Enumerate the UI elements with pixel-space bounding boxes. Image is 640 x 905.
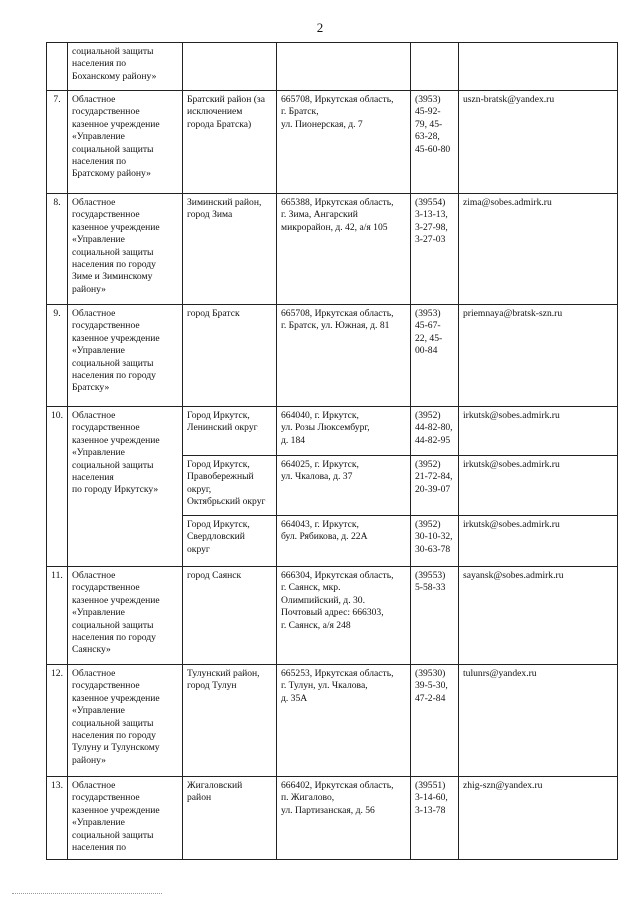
phone-line: 3-27-98, [415, 221, 448, 233]
territory-line: город Зима [187, 209, 233, 221]
organization-name-line: населения по [72, 842, 127, 854]
organization-name-line: социальной защиты [72, 829, 154, 841]
territory [183, 456, 277, 516]
phone-line: 3-14-60, [415, 792, 448, 804]
address-line: микрорайон, д. 42, а/я 105 [281, 221, 388, 233]
organization-name-line: району» [72, 283, 106, 295]
organization-name-line: социальной защиты [72, 717, 154, 729]
organization-name-line: населения [72, 472, 114, 484]
email: zima@sobes.admirk.ru [459, 194, 618, 305]
organization-name-line: казенное учреждение [72, 434, 160, 446]
phone-line: (39530) [415, 668, 446, 679]
organization-name-line: государственное [72, 792, 140, 804]
phone-line: 44-82-80, [415, 422, 453, 434]
organization-name-line: социальной защиты [72, 357, 154, 369]
address-line: г. Тулун, ул. Чкалова, [281, 680, 368, 692]
phone-line: (39554) [415, 197, 446, 208]
territory-line: город Саянск [187, 570, 242, 581]
phone-line: 39-5-30, [415, 680, 448, 692]
phone [411, 305, 459, 407]
table-row [47, 305, 618, 407]
phone-line: 00-84 [415, 345, 438, 357]
organization-name-line: государственное [72, 320, 140, 332]
territory [183, 91, 277, 194]
institutions-table [46, 42, 618, 860]
phone [411, 456, 459, 516]
organization-name-line: «Управление [72, 705, 125, 717]
phone-line: 3-13-78 [415, 804, 446, 816]
organization-name [68, 665, 183, 777]
table-body [47, 43, 618, 860]
organization-name-line: населения по [72, 58, 127, 70]
territory-line: Город Иркутск, [187, 459, 250, 470]
territory [183, 665, 277, 777]
phone-line: (39553) [415, 570, 446, 581]
row-number [47, 43, 68, 91]
organization-name-line: «Управление [72, 607, 125, 619]
email: uszn-bratsk@yandex.ru [459, 91, 618, 194]
organization-name [68, 194, 183, 305]
territory-line: Город Иркутск, [187, 410, 250, 421]
territory [183, 407, 277, 456]
organization-name-line: государственное [72, 106, 140, 118]
organization-name-line: населения по городу [72, 259, 156, 271]
address-line: ул. Пионерская, д. 7 [281, 118, 363, 130]
address [277, 43, 411, 91]
address-line: 665253, Иркутская область, [281, 668, 394, 679]
table-row [47, 407, 618, 456]
organization-name-line: казенное учреждение [72, 118, 160, 130]
organization-name [68, 777, 183, 860]
organization-name-line: «Управление [72, 447, 125, 459]
footer-divider [12, 893, 162, 894]
row-number: 10. [47, 407, 68, 567]
organization-name [68, 305, 183, 407]
phone [411, 407, 459, 456]
address-line: 665708, Иркутская область, [281, 308, 394, 319]
territory [183, 777, 277, 860]
organization-name [68, 567, 183, 665]
territory [183, 567, 277, 665]
address-line: д. 35А [281, 692, 308, 704]
territory-line: Город Иркутск, [187, 519, 250, 530]
row-number: 13. [47, 777, 68, 860]
address-line: Олимпийский, д. 30. [281, 594, 365, 606]
row-number: 12. [47, 665, 68, 777]
territory-line: город Тулун [187, 680, 237, 692]
email: tulunrs@yandex.ru [459, 665, 618, 777]
organization-name [68, 43, 183, 91]
email: irkutsk@sobes.admirk.ru [459, 456, 618, 516]
address-line: 665708, Иркутская область, [281, 94, 394, 105]
organization-name-line: населения по городу [72, 370, 156, 382]
territory-line: Жигаловский [187, 780, 243, 791]
organization-name-line: государственное [72, 422, 140, 434]
table-row [47, 194, 618, 305]
email [459, 43, 618, 91]
phone-line: (3953) [415, 308, 441, 319]
email: irkutsk@sobes.admirk.ru [459, 407, 618, 456]
organization-name-line: Областное [72, 308, 116, 319]
territory-line: города Братска) [187, 118, 252, 130]
address [277, 516, 411, 567]
email: sayansk@sobes.admirk.ru [459, 567, 618, 665]
organization-name-line: Зиме и Зиминскому [72, 271, 153, 283]
address-line: ул. Чкалова, д. 37 [281, 471, 353, 483]
territory [183, 43, 277, 91]
address-line: 664043, г. Иркутск, [281, 519, 359, 530]
table-row [47, 43, 618, 91]
organization-name-line: социальной защиты [72, 459, 154, 471]
organization-name-line: казенное учреждение [72, 221, 160, 233]
address [277, 456, 411, 516]
organization-name-line: «Управление [72, 234, 125, 246]
row-number: 7. [47, 91, 68, 194]
address-line: бул. Рябикова, д. 22А [281, 531, 368, 543]
address-line: г. Саянск, мкр. [281, 582, 341, 594]
phone [411, 665, 459, 777]
organization-name-line: Областное [72, 668, 116, 679]
phone-line: 3-27-03 [415, 234, 446, 246]
organization-name-line: по городу Иркутску» [72, 484, 159, 496]
organization-name-line: социальной защиты [72, 143, 154, 155]
table-row [47, 91, 618, 194]
address-line: ул. Розы Люксембург, [281, 422, 370, 434]
row-number: 11. [47, 567, 68, 665]
organization-name-line: Областное [72, 410, 116, 421]
phone-line: 20-39-07 [415, 483, 451, 495]
territory-line: город Братск [187, 308, 240, 319]
organization-name-line: Братскому району» [72, 168, 151, 180]
phone [411, 516, 459, 567]
organization-name-line: «Управление [72, 817, 125, 829]
row-number: 8. [47, 194, 68, 305]
territory [183, 516, 277, 567]
phone [411, 777, 459, 860]
organization-name [68, 407, 183, 567]
table-row [47, 567, 618, 665]
organization-name-line: району» [72, 754, 106, 766]
phone [411, 194, 459, 305]
phone-line: (3953) [415, 94, 441, 105]
phone-line: 22, 45- [415, 332, 443, 344]
organization-name-line: Саянску» [72, 644, 111, 656]
address-line: г. Зима, Ангарский [281, 209, 358, 221]
territory-line: Октябрьский округ [187, 496, 266, 508]
address [277, 665, 411, 777]
organization-name-line: казенное учреждение [72, 332, 160, 344]
address [277, 567, 411, 665]
organization-name-line: Областное [72, 94, 116, 105]
address-line: 665388, Иркутская область, [281, 197, 394, 208]
organization-name-line: Боханскому району» [72, 70, 157, 82]
address-line: 664025, г. Иркутск, [281, 459, 359, 470]
table-row [47, 665, 618, 777]
table-row [47, 777, 618, 860]
row-number: 9. [47, 305, 68, 407]
phone-line: 47-2-84 [415, 692, 446, 704]
address-line: п. Жигалово, [281, 792, 335, 804]
email: priemnaya@bratsk-szn.ru [459, 305, 618, 407]
phone [411, 567, 459, 665]
address-line: г. Саянск, а/я 248 [281, 619, 351, 631]
territory [183, 194, 277, 305]
organization-name-line: государственное [72, 582, 140, 594]
phone-line: (3952) [415, 459, 441, 470]
address-line: ул. Партизанская, д. 56 [281, 804, 375, 816]
territory-line: Братский район (за [187, 94, 265, 105]
organization-name-line: государственное [72, 680, 140, 692]
territory-line: район [187, 792, 212, 804]
organization-name-line: Братску» [72, 382, 110, 394]
organization-name-line: «Управление [72, 345, 125, 357]
phone-line: 45-67- [415, 320, 441, 332]
organization-name-line: государственное [72, 209, 140, 221]
phone-line: (3952) [415, 410, 441, 421]
address-line: 664040, г. Иркутск, [281, 410, 359, 421]
phone-line: 21-72-84, [415, 471, 453, 483]
phone [411, 91, 459, 194]
territory-line: Зиминский район, [187, 197, 262, 208]
address [277, 194, 411, 305]
organization-name-line: «Управление [72, 131, 125, 143]
phone-line: (39551) [415, 780, 446, 791]
organization-name-line: Областное [72, 780, 116, 791]
address-line: г. Братск, [281, 106, 319, 118]
address [277, 777, 411, 860]
phone-line: 3-13-13, [415, 209, 448, 221]
territory-line: округ, [187, 483, 212, 495]
organization-name-line: Тулуну и Тулунскому [72, 742, 160, 754]
address-line: 666304, Иркутская область, [281, 570, 394, 581]
territory-line: Правобережный [187, 471, 254, 483]
territory-line: Тулунский район, [187, 668, 260, 679]
address [277, 91, 411, 194]
phone-line: (3952) [415, 519, 441, 530]
organization-name-line: казенное учреждение [72, 804, 160, 816]
territory [183, 305, 277, 407]
address-line: г. Братск, ул. Южная, д. 81 [281, 320, 390, 332]
organization-name-line: социальной защиты [72, 619, 154, 631]
address-line: д. 184 [281, 434, 306, 446]
phone [411, 43, 459, 91]
organization-name-line: казенное учреждение [72, 692, 160, 704]
organization-name-line: населения по городу [72, 730, 156, 742]
address-line: 666402, Иркутская область, [281, 780, 394, 791]
phone-line: 79, 45- [415, 118, 443, 130]
organization-name-line: населения по [72, 156, 127, 168]
territory-line: исключением [187, 106, 243, 118]
organization-name-line: социальной защиты [72, 246, 154, 258]
organization-name-line: социальной защиты [72, 46, 154, 57]
organization-name-line: Областное [72, 197, 116, 208]
organization-name [68, 91, 183, 194]
phone-line: 45-92- [415, 106, 441, 118]
email: zhig-szn@yandex.ru [459, 777, 618, 860]
organization-name-line: Областное [72, 570, 116, 581]
phone-line: 5-58-33 [415, 582, 446, 594]
phone-line: 30-10-32, [415, 531, 453, 543]
address-line: Почтовый адрес: 666303, [281, 607, 384, 619]
phone-line: 63-28, [415, 131, 440, 143]
phone-line: 30-63-78 [415, 543, 451, 555]
address [277, 305, 411, 407]
organization-name-line: казенное учреждение [72, 594, 160, 606]
territory-line: Свердловский [187, 531, 245, 543]
address [277, 407, 411, 456]
territory-line: округ [187, 543, 210, 555]
phone-line: 44-82-95 [415, 434, 451, 446]
page-number: 2 [316, 20, 324, 35]
email: irkutsk@sobes.admirk.ru [459, 516, 618, 567]
organization-name-line: населения по городу [72, 632, 156, 644]
phone-line: 45-60-80 [415, 143, 451, 155]
territory-line: Ленинский округ [187, 422, 258, 434]
